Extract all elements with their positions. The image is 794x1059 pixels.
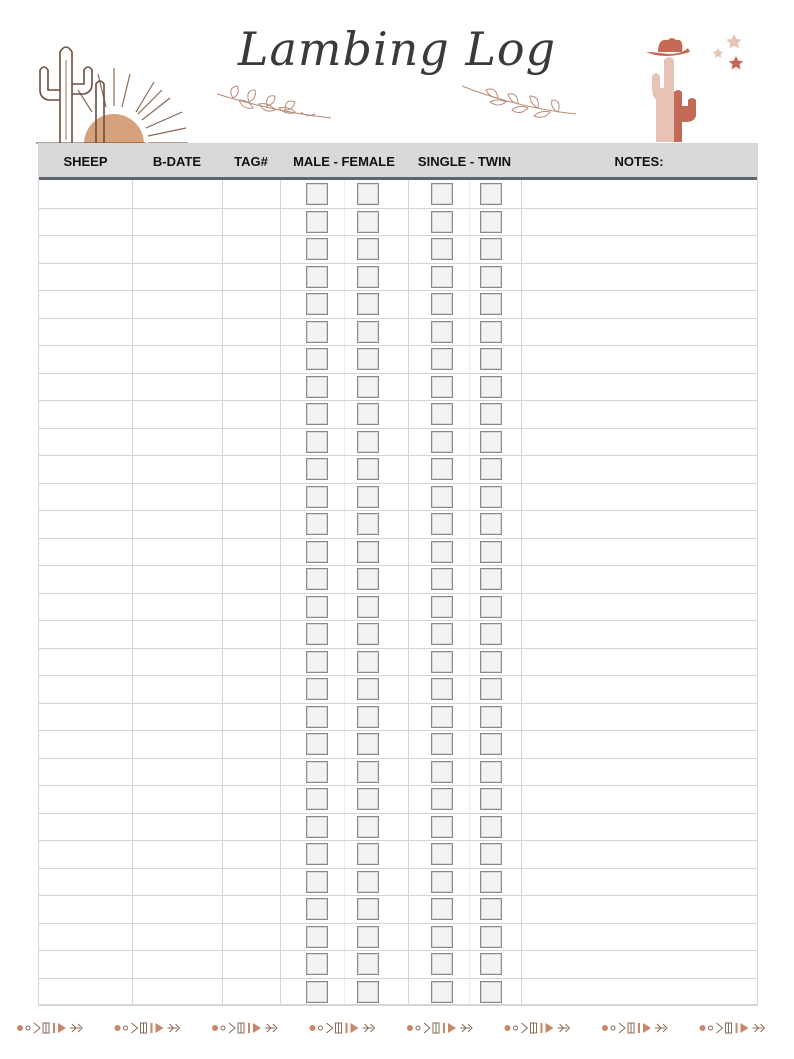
female-checkbox[interactable] (357, 568, 379, 590)
male-checkbox[interactable] (306, 706, 328, 728)
twin-checkbox[interactable] (480, 761, 502, 783)
single-checkbox[interactable] (431, 513, 453, 535)
single-checkbox[interactable] (431, 761, 453, 783)
cowboy-hat-icon (646, 38, 690, 56)
table-header (39, 144, 757, 180)
female-checkbox[interactable] (357, 293, 379, 315)
row-rule (39, 428, 757, 429)
male-checkbox[interactable] (306, 898, 328, 920)
twin-checkbox[interactable] (480, 321, 502, 343)
male-checkbox[interactable] (306, 458, 328, 480)
leaf-branch-icon (458, 80, 578, 120)
row-rule (39, 923, 757, 924)
male-checkbox[interactable] (306, 266, 328, 288)
male-checkbox[interactable] (306, 376, 328, 398)
star-icon (713, 34, 744, 69)
single-checkbox[interactable] (431, 898, 453, 920)
male-checkbox[interactable] (306, 651, 328, 673)
female-checkbox[interactable] (357, 678, 379, 700)
footer-border (0, 1018, 794, 1038)
twin-checkbox[interactable] (480, 486, 502, 508)
border-motif-icon (505, 1023, 570, 1033)
male-checkbox[interactable] (306, 183, 328, 205)
single-checkbox[interactable] (431, 348, 453, 370)
row-rule (39, 813, 757, 814)
twin-checkbox[interactable] (480, 678, 502, 700)
twin-checkbox[interactable] (480, 293, 502, 315)
row-rule (39, 868, 757, 869)
twin-checkbox[interactable] (480, 596, 502, 618)
row-rule (39, 1005, 757, 1006)
cactus-sun-icon (36, 40, 196, 144)
twin-checkbox[interactable] (480, 953, 502, 975)
cactus-icon (652, 57, 696, 142)
male-checkbox[interactable] (306, 733, 328, 755)
single-checkbox[interactable] (431, 431, 453, 453)
row-rule (39, 263, 757, 264)
male-checkbox[interactable] (306, 568, 328, 590)
male-checkbox[interactable] (306, 596, 328, 618)
twin-checkbox[interactable] (480, 238, 502, 260)
male-checkbox[interactable] (306, 293, 328, 315)
row-rule (39, 318, 757, 319)
male-checkbox[interactable] (306, 816, 328, 838)
twin-checkbox[interactable] (480, 376, 502, 398)
twin-checkbox[interactable] (480, 513, 502, 535)
twin-checkbox[interactable] (480, 458, 502, 480)
twin-checkbox[interactable] (480, 816, 502, 838)
row-rule (39, 483, 757, 484)
row-rule (39, 400, 757, 401)
twin-checkbox[interactable] (480, 623, 502, 645)
female-checkbox[interactable] (357, 788, 379, 810)
single-checkbox[interactable] (431, 816, 453, 838)
column-header-notes: NOTES: (614, 154, 664, 169)
row-rule (39, 208, 757, 209)
single-checkbox[interactable] (431, 376, 453, 398)
border-motif-icon (700, 1023, 765, 1033)
twin-checkbox[interactable] (480, 651, 502, 673)
female-checkbox[interactable] (357, 321, 379, 343)
female-checkbox[interactable] (357, 761, 379, 783)
male-checkbox[interactable] (306, 541, 328, 563)
column-header-tag: TAG# (234, 154, 268, 169)
twin-checkbox[interactable] (480, 403, 502, 425)
twin-checkbox[interactable] (480, 183, 502, 205)
single-checkbox[interactable] (431, 651, 453, 673)
female-checkbox[interactable] (357, 211, 379, 233)
male-checkbox[interactable] (306, 211, 328, 233)
male-checkbox[interactable] (306, 788, 328, 810)
female-checkbox[interactable] (357, 183, 379, 205)
border-motif-icon (0, 1018, 794, 1038)
border-motif-icon (17, 1023, 82, 1033)
female-checkbox[interactable] (357, 238, 379, 260)
row-rule (39, 840, 757, 841)
twin-checkbox[interactable] (480, 788, 502, 810)
female-checkbox[interactable] (357, 486, 379, 508)
female-checkbox[interactable] (357, 816, 379, 838)
twin-checkbox[interactable] (480, 981, 502, 1003)
border-motif-icon (212, 1023, 277, 1033)
single-checkbox[interactable] (431, 238, 453, 260)
male-checkbox[interactable] (306, 761, 328, 783)
twin-checkbox[interactable] (480, 348, 502, 370)
cactus-hat-icon (642, 30, 754, 144)
single-checkbox[interactable] (431, 596, 453, 618)
lambing-log-table (38, 143, 758, 1005)
border-motif-icon (602, 1023, 667, 1033)
row-rule (39, 593, 757, 594)
column-header-single-twin: SINGLE - TWIN (417, 154, 512, 169)
female-checkbox[interactable] (357, 706, 379, 728)
single-checkbox[interactable] (431, 953, 453, 975)
female-checkbox[interactable] (357, 733, 379, 755)
male-checkbox[interactable] (306, 403, 328, 425)
row-rule (39, 455, 757, 456)
single-checkbox[interactable] (431, 568, 453, 590)
twin-checkbox[interactable] (480, 541, 502, 563)
single-checkbox[interactable] (431, 403, 453, 425)
single-checkbox[interactable] (431, 211, 453, 233)
row-rule (39, 648, 757, 649)
single-checkbox[interactable] (431, 733, 453, 755)
single-checkbox[interactable] (431, 623, 453, 645)
single-checkbox[interactable] (431, 266, 453, 288)
female-checkbox[interactable] (357, 376, 379, 398)
female-checkbox[interactable] (357, 403, 379, 425)
row-rule (39, 758, 757, 759)
twin-checkbox[interactable] (480, 266, 502, 288)
female-checkbox[interactable] (357, 651, 379, 673)
single-checkbox[interactable] (431, 183, 453, 205)
male-checkbox[interactable] (306, 321, 328, 343)
male-checkbox[interactable] (306, 678, 328, 700)
row-rule (39, 703, 757, 704)
female-checkbox[interactable] (357, 926, 379, 948)
female-checkbox[interactable] (357, 953, 379, 975)
female-checkbox[interactable] (357, 458, 379, 480)
single-checkbox[interactable] (431, 458, 453, 480)
male-checkbox[interactable] (306, 238, 328, 260)
column-header-birth-date: B-DATE (152, 154, 202, 169)
twin-checkbox[interactable] (480, 568, 502, 590)
single-checkbox[interactable] (431, 678, 453, 700)
twin-checkbox[interactable] (480, 211, 502, 233)
row-rule (39, 895, 757, 896)
row-rule (39, 538, 757, 539)
row-rule (39, 730, 757, 731)
border-motif-icon (115, 1023, 180, 1033)
twin-checkbox[interactable] (480, 898, 502, 920)
female-checkbox[interactable] (357, 431, 379, 453)
sun-icon (78, 68, 188, 144)
twin-checkbox[interactable] (480, 431, 502, 453)
male-checkbox[interactable] (306, 981, 328, 1003)
leaf-branch-icon (215, 84, 333, 124)
twin-checkbox[interactable] (480, 843, 502, 865)
male-checkbox[interactable] (306, 623, 328, 645)
female-checkbox[interactable] (357, 541, 379, 563)
row-rule (39, 373, 757, 374)
twin-checkbox[interactable] (480, 706, 502, 728)
female-checkbox[interactable] (357, 596, 379, 618)
row-rule (39, 978, 757, 979)
male-checkbox[interactable] (306, 953, 328, 975)
female-checkbox[interactable] (357, 513, 379, 535)
row-rule (39, 950, 757, 951)
row-rule (39, 235, 757, 236)
single-checkbox[interactable] (431, 706, 453, 728)
column-header-male-female: MALE - FEMALE (293, 154, 395, 169)
single-checkbox[interactable] (431, 541, 453, 563)
border-motif-icon (310, 1023, 375, 1033)
male-checkbox[interactable] (306, 486, 328, 508)
female-checkbox[interactable] (357, 843, 379, 865)
row-rule (39, 290, 757, 291)
single-checkbox[interactable] (431, 926, 453, 948)
single-checkbox[interactable] (431, 788, 453, 810)
single-checkbox[interactable] (431, 981, 453, 1003)
female-checkbox[interactable] (357, 348, 379, 370)
male-checkbox[interactable] (306, 348, 328, 370)
single-checkbox[interactable] (431, 843, 453, 865)
female-checkbox[interactable] (357, 981, 379, 1003)
male-checkbox[interactable] (306, 843, 328, 865)
single-checkbox[interactable] (431, 321, 453, 343)
twin-checkbox[interactable] (480, 733, 502, 755)
single-checkbox[interactable] (431, 293, 453, 315)
female-checkbox[interactable] (357, 266, 379, 288)
female-checkbox[interactable] (357, 623, 379, 645)
row-rule (39, 620, 757, 621)
row-rule (39, 345, 757, 346)
row-rule (39, 675, 757, 676)
row-rule (39, 785, 757, 786)
male-checkbox[interactable] (306, 431, 328, 453)
female-checkbox[interactable] (357, 898, 379, 920)
page-title: Lambing Log (237, 22, 557, 76)
male-checkbox[interactable] (306, 513, 328, 535)
twin-checkbox[interactable] (480, 926, 502, 948)
twin-checkbox[interactable] (480, 871, 502, 893)
single-checkbox[interactable] (431, 871, 453, 893)
single-checkbox[interactable] (431, 486, 453, 508)
row-rule (39, 510, 757, 511)
male-checkbox[interactable] (306, 926, 328, 948)
male-checkbox[interactable] (306, 871, 328, 893)
female-checkbox[interactable] (357, 871, 379, 893)
border-motif-icon (407, 1023, 472, 1033)
row-rule (39, 565, 757, 566)
column-header-sheep: SHEEP (63, 154, 108, 169)
